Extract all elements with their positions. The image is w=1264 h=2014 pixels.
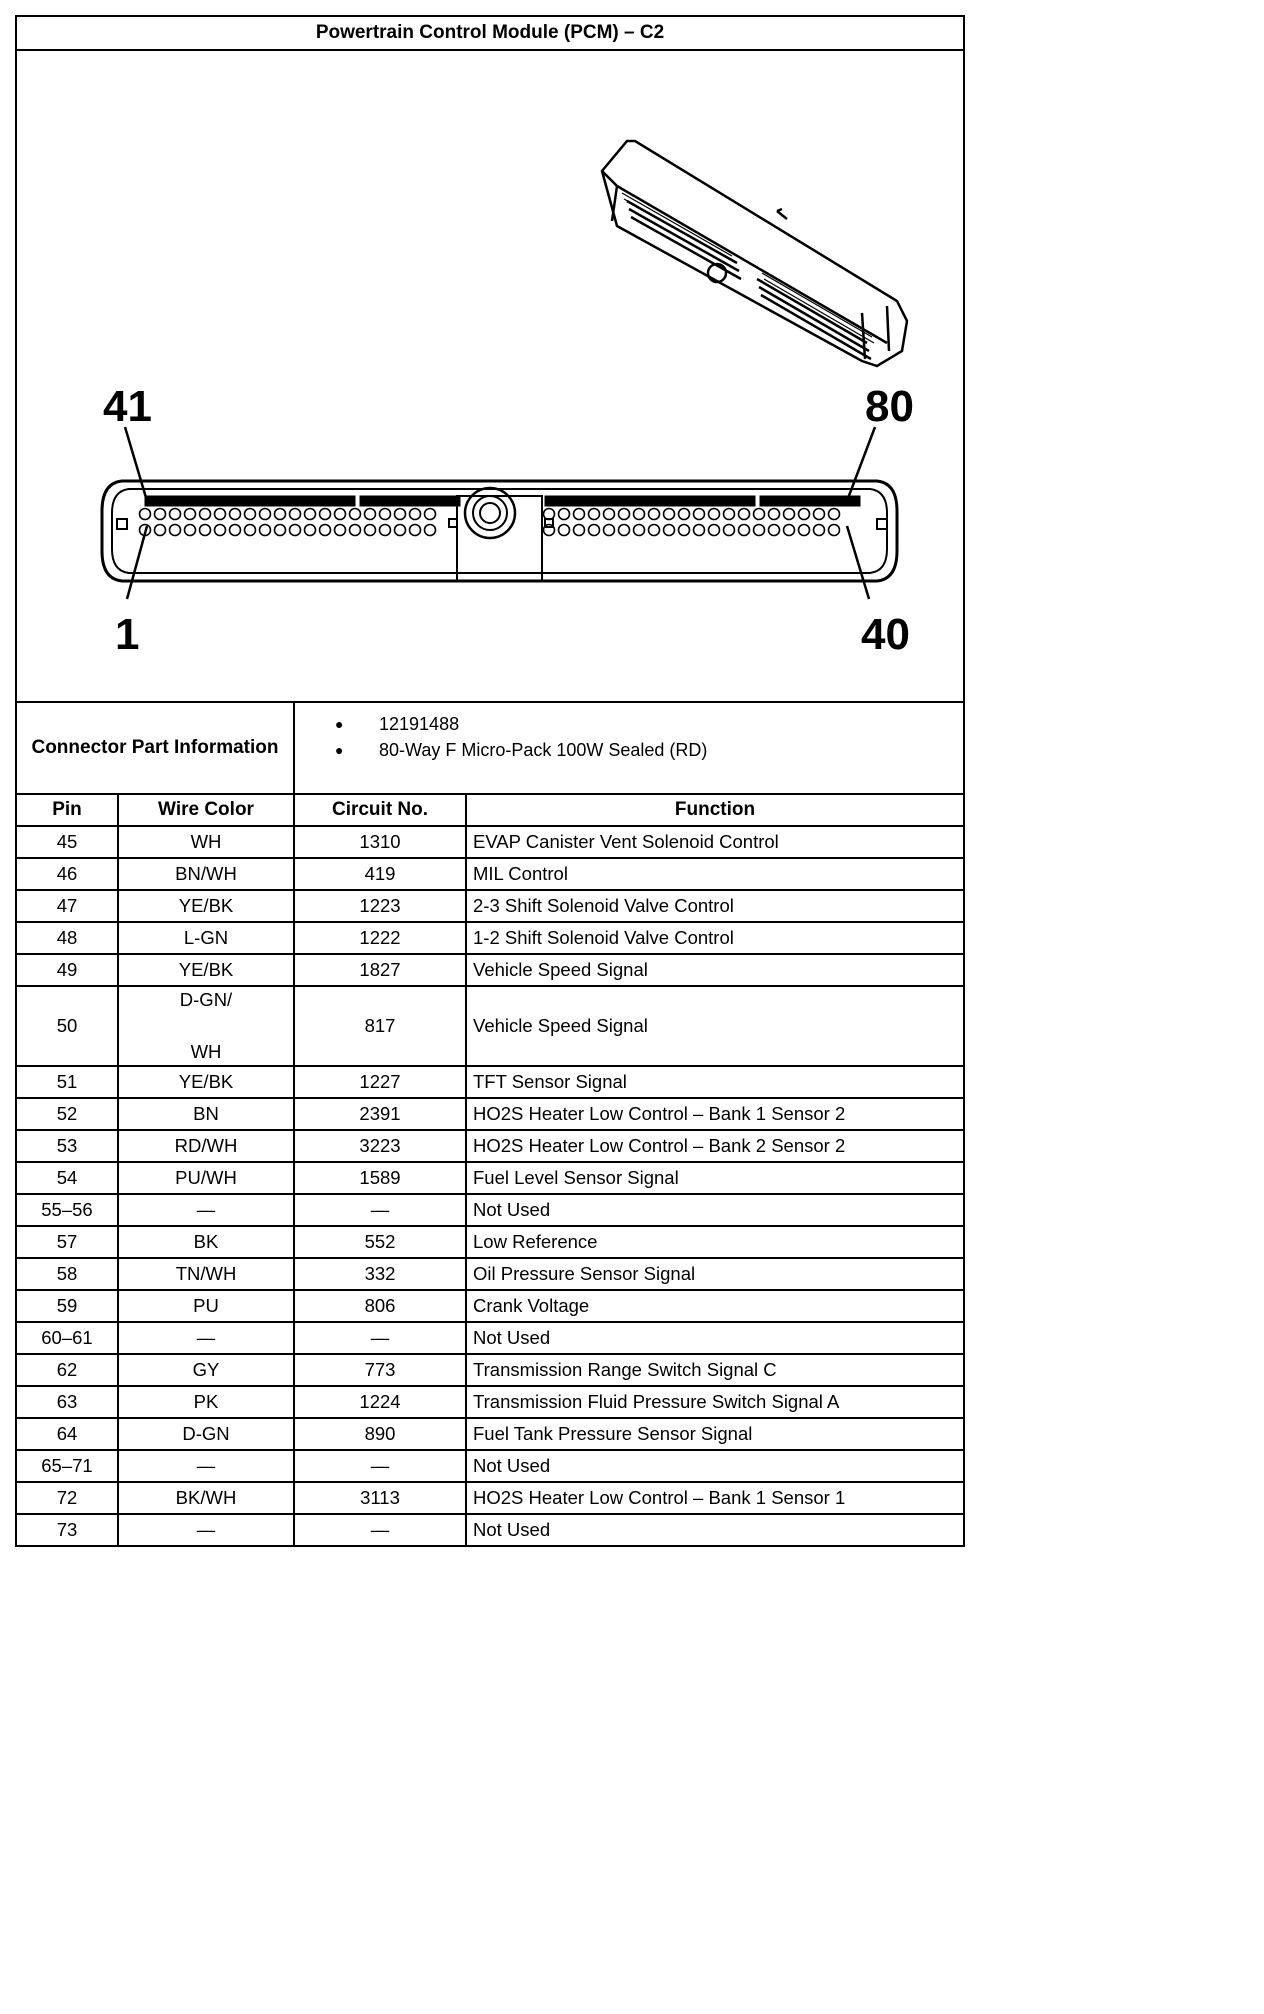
- cell-function: Fuel Tank Pressure Sensor Signal: [466, 1418, 963, 1450]
- pin-hole: [185, 525, 196, 536]
- pin-hole: [664, 525, 675, 536]
- pin-hole: [799, 509, 810, 520]
- cell-function: Not Used: [466, 1514, 963, 1545]
- cell-circuit-no: 806: [294, 1290, 466, 1322]
- wire-color-split: [125, 987, 287, 1065]
- pin-hole: [574, 525, 585, 536]
- pin-hole: [754, 525, 765, 536]
- pin-hole: [544, 509, 555, 520]
- cell-circuit-no: —: [294, 1514, 466, 1545]
- pin-hole: [380, 525, 391, 536]
- cell-wire-color: WH: [118, 826, 294, 858]
- pin-hole: [245, 509, 256, 520]
- cell-pin: 59: [17, 1290, 118, 1322]
- table-row: [17, 1130, 963, 1162]
- pin-hole: [709, 509, 720, 520]
- pin-hole: [335, 525, 346, 536]
- table-row: [17, 986, 963, 1066]
- pin-hole: [709, 525, 720, 536]
- pin-hole: [275, 525, 286, 536]
- connector-diagram: [17, 51, 963, 701]
- cell-pin: 53: [17, 1130, 118, 1162]
- pin-hole: [634, 525, 645, 536]
- pin-hole: [694, 509, 705, 520]
- pin-hole: [754, 509, 765, 520]
- pin-hole: [739, 509, 750, 520]
- cell-function: HO2S Heater Low Control – Bank 1 Sensor 1: [466, 1482, 963, 1514]
- cell-pin: 47: [17, 890, 118, 922]
- pinout-document: [15, 15, 965, 1547]
- table-row: [17, 826, 963, 858]
- pin-hole: [305, 525, 316, 536]
- cell-pin: 58: [17, 1258, 118, 1290]
- cell-function: Not Used: [466, 1322, 963, 1354]
- table-row: [17, 954, 963, 986]
- table-row: [17, 1226, 963, 1258]
- table-row: [17, 1258, 963, 1290]
- pin-hole: [784, 509, 795, 520]
- cell-circuit-no: 3223: [294, 1130, 466, 1162]
- cell-function: Not Used: [466, 1450, 963, 1482]
- cell-wire-color: —: [118, 1450, 294, 1482]
- cell-circuit-no: 773: [294, 1354, 466, 1386]
- cell-pin: 60–61: [17, 1322, 118, 1354]
- cell-wire-color: BK: [118, 1226, 294, 1258]
- cell-function: 2-3 Shift Solenoid Valve Control: [466, 890, 963, 922]
- bullet-icon: ●: [335, 716, 344, 732]
- pin-hole: [589, 525, 600, 536]
- pin-hole: [155, 525, 166, 536]
- pin-hole: [335, 509, 346, 520]
- pin-hole: [410, 525, 421, 536]
- cell-pin: 62: [17, 1354, 118, 1386]
- pin-hole: [320, 525, 331, 536]
- table-row: [17, 1418, 963, 1450]
- cell-function: 1-2 Shift Solenoid Valve Control: [466, 922, 963, 954]
- header-function: Function: [466, 795, 963, 826]
- pin-hole: [395, 509, 406, 520]
- pin-hole: [245, 525, 256, 536]
- pin-hole: [380, 509, 391, 520]
- cell-wire-color: —: [118, 1194, 294, 1226]
- cell-function: TFT Sensor Signal: [466, 1066, 963, 1098]
- pin-hole: [410, 509, 421, 520]
- pin-hole: [230, 525, 241, 536]
- pin-hole: [664, 509, 675, 520]
- pin-hole: [799, 525, 810, 536]
- connector-description: 80-Way F Micro-Pack 100W Sealed (RD): [379, 739, 708, 760]
- cell-function: Transmission Fluid Pressure Switch Signal A: [466, 1386, 963, 1418]
- cell-circuit-no: 419: [294, 858, 466, 890]
- cell-pin: 72: [17, 1482, 118, 1514]
- cell-wire-color: D-GN: [118, 1418, 294, 1450]
- pin-hole: [649, 525, 660, 536]
- pin-hole: [350, 525, 361, 536]
- pin-hole: [604, 525, 615, 536]
- cell-function: Oil Pressure Sensor Signal: [466, 1258, 963, 1290]
- pin-hole: [814, 525, 825, 536]
- cell-pin: 49: [17, 954, 118, 986]
- pinout-table: [17, 795, 963, 1545]
- pin-label-41: 41: [103, 382, 152, 431]
- table-row: [17, 890, 963, 922]
- pin-hole: [649, 509, 660, 520]
- pin-hole: [155, 509, 166, 520]
- cell-function: MIL Control: [466, 858, 963, 890]
- cell-function: Not Used: [466, 1194, 963, 1226]
- table-row: [17, 1514, 963, 1545]
- cell-circuit-no: 1223: [294, 890, 466, 922]
- table-row: [17, 1450, 963, 1482]
- cell-wire-color: BK/WH: [118, 1482, 294, 1514]
- pin-hole: [230, 509, 241, 520]
- cell-wire-color: GY: [118, 1354, 294, 1386]
- table-row: [17, 1482, 963, 1514]
- cell-wire-color: BN/WH: [118, 858, 294, 890]
- table-row: [17, 1098, 963, 1130]
- cell-wire-color: YE/BK: [118, 1066, 294, 1098]
- cell-circuit-no: 1827: [294, 954, 466, 986]
- pin-hole: [305, 509, 316, 520]
- pin-hole: [185, 509, 196, 520]
- pin-hole: [350, 509, 361, 520]
- cell-wire-color: YE/BK: [118, 954, 294, 986]
- pin-hole: [724, 509, 735, 520]
- table-row: [17, 1066, 963, 1098]
- pin-hole: [829, 509, 840, 520]
- pin-hole: [215, 525, 226, 536]
- cell-pin: 65–71: [17, 1450, 118, 1482]
- bullet-icon: ●: [335, 742, 344, 758]
- header-pin: Pin: [17, 795, 118, 826]
- cell-function: Fuel Level Sensor Signal: [466, 1162, 963, 1194]
- connector-face: [102, 481, 897, 581]
- cell-circuit-no: —: [294, 1194, 466, 1226]
- cell-circuit-no: 332: [294, 1258, 466, 1290]
- cell-pin: 46: [17, 858, 118, 890]
- pin-hole: [290, 525, 301, 536]
- pin-hole: [320, 509, 331, 520]
- cell-pin: 64: [17, 1418, 118, 1450]
- connector-info-item: [335, 737, 963, 763]
- pin-hole: [694, 525, 705, 536]
- cell-function: EVAP Canister Vent Solenoid Control: [466, 826, 963, 858]
- pin-hole: [365, 525, 376, 536]
- pin-hole: [829, 525, 840, 536]
- pin-hole: [724, 525, 735, 536]
- connector-part-number: 12191488: [379, 713, 460, 734]
- cell-wire-color: —: [118, 1514, 294, 1545]
- cell-pin: 48: [17, 922, 118, 954]
- cell-circuit-no: 1310: [294, 826, 466, 858]
- cell-pin: 51: [17, 1066, 118, 1098]
- connector-info-label: Connector Part Information: [17, 703, 295, 793]
- pin-hole: [170, 525, 181, 536]
- pin-hole: [200, 509, 211, 520]
- wire-color-line-2: WH: [190, 1041, 222, 1062]
- pin-hole: [260, 509, 271, 520]
- table-row: [17, 922, 963, 954]
- cell-pin: 50: [17, 986, 118, 1066]
- table-row: [17, 1162, 963, 1194]
- cell-circuit-no: 1224: [294, 1386, 466, 1418]
- cell-wire-color: PK: [118, 1386, 294, 1418]
- cell-wire-color: PU: [118, 1290, 294, 1322]
- pin-hole: [679, 509, 690, 520]
- cell-circuit-no: 1227: [294, 1066, 466, 1098]
- pin-hole: [425, 509, 436, 520]
- cell-pin: 52: [17, 1098, 118, 1130]
- cell-wire-color: YE/BK: [118, 890, 294, 922]
- pin-hole: [604, 509, 615, 520]
- cell-wire-color: PU/WH: [118, 1162, 294, 1194]
- table-row: [17, 1322, 963, 1354]
- pin-hole: [769, 525, 780, 536]
- cell-circuit-no: 552: [294, 1226, 466, 1258]
- pin-hole: [170, 509, 181, 520]
- pin-hole: [619, 509, 630, 520]
- cell-wire-color: —: [118, 1322, 294, 1354]
- cell-circuit-no: 2391: [294, 1098, 466, 1130]
- wire-color-line-1: D-GN/: [179, 989, 233, 1010]
- pin-hole: [395, 525, 406, 536]
- cell-pin: 73: [17, 1514, 118, 1545]
- header-wire-color: Wire Color: [118, 795, 294, 826]
- pin-hole: [365, 509, 376, 520]
- connector-pin-hatching: [622, 193, 874, 343]
- table-row: [17, 858, 963, 890]
- table-row: [17, 1386, 963, 1418]
- pin-hole: [619, 525, 630, 536]
- cell-circuit-no: 1222: [294, 922, 466, 954]
- cell-circuit-no: —: [294, 1322, 466, 1354]
- cell-circuit-no: 817: [294, 986, 466, 1066]
- cell-function: Vehicle Speed Signal: [466, 986, 963, 1066]
- pin-hole: [200, 525, 211, 536]
- cell-circuit-no: 3113: [294, 1482, 466, 1514]
- cell-circuit-no: —: [294, 1450, 466, 1482]
- pin-hole: [814, 509, 825, 520]
- table-row: [17, 1290, 963, 1322]
- table-row: [17, 1194, 963, 1226]
- cell-function: Transmission Range Switch Signal C: [466, 1354, 963, 1386]
- cell-function: Low Reference: [466, 1226, 963, 1258]
- table-row: [17, 1354, 963, 1386]
- cell-wire-color: L-GN: [118, 922, 294, 954]
- pin-label-1: 1: [115, 610, 140, 659]
- document-title: Powertrain Control Module (PCM) – C2: [17, 17, 963, 51]
- table-header-row: [17, 795, 963, 826]
- pin-hole: [559, 509, 570, 520]
- cell-wire-color: BN: [118, 1098, 294, 1130]
- pin-hole: [260, 525, 271, 536]
- connector-figure: [17, 51, 963, 703]
- pin-hole: [679, 525, 690, 536]
- pin-hole: [215, 509, 226, 520]
- pin-hole: [425, 525, 436, 536]
- cell-pin: 57: [17, 1226, 118, 1258]
- pin-hole: [769, 509, 780, 520]
- pin-hole: [634, 509, 645, 520]
- connector-info-item: [335, 711, 963, 737]
- cell-function: Vehicle Speed Signal: [466, 954, 963, 986]
- cell-wire-color: RD/WH: [118, 1130, 294, 1162]
- cell-wire-color: TN/WH: [118, 1258, 294, 1290]
- cell-pin: 55–56: [17, 1194, 118, 1226]
- pin-hole: [784, 525, 795, 536]
- cell-pin: 54: [17, 1162, 118, 1194]
- connector-isometric-drawing: [602, 141, 907, 366]
- pin-hole: [140, 509, 151, 520]
- pin-hole: [275, 509, 286, 520]
- cell-pin: 45: [17, 826, 118, 858]
- pin-hole: [574, 509, 585, 520]
- pin-hole: [559, 525, 570, 536]
- cell-wire-color: [118, 986, 294, 1066]
- pin-hole: [739, 525, 750, 536]
- pin-label-80: 80: [865, 382, 914, 431]
- cell-function: HO2S Heater Low Control – Bank 2 Sensor 2: [466, 1130, 963, 1162]
- pin-label-40: 40: [861, 610, 910, 659]
- cell-circuit-no: 1589: [294, 1162, 466, 1194]
- cell-circuit-no: 890: [294, 1418, 466, 1450]
- connector-info-list: [295, 703, 963, 793]
- pin-hole: [290, 509, 301, 520]
- cell-pin: 63: [17, 1386, 118, 1418]
- cell-function: Crank Voltage: [466, 1290, 963, 1322]
- connector-part-information: [17, 703, 963, 795]
- header-circuit-no: Circuit No.: [294, 795, 466, 826]
- pin-hole: [589, 509, 600, 520]
- cell-function: HO2S Heater Low Control – Bank 1 Sensor 2: [466, 1098, 963, 1130]
